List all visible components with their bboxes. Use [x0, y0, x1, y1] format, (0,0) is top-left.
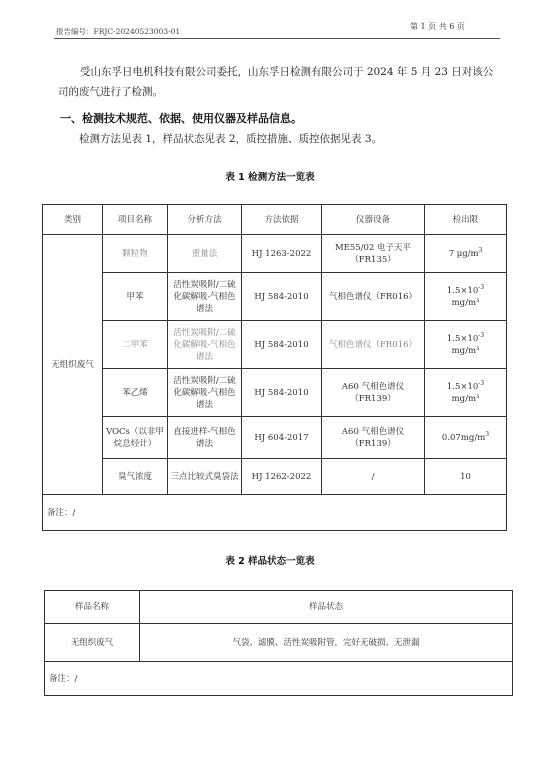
header-divider	[54, 38, 500, 39]
item-cell: VOCs（以非甲烷总烃计）	[103, 417, 168, 459]
header-cell: 方法依据	[242, 205, 322, 235]
instrument-cell: ME55/02 电子天平（FR135）	[322, 235, 425, 273]
limit-cell	[425, 321, 507, 369]
limit-cell	[425, 459, 507, 495]
table-row	[43, 459, 507, 495]
basis-cell: HJ 1262-2022	[242, 459, 322, 495]
limit-exponent: -3	[478, 331, 485, 339]
limit-unit: mg/m³	[451, 297, 480, 308]
instrument-cell: A60 气相色谱仪（FR139）	[322, 369, 425, 417]
item-cell: 甲苯	[103, 273, 168, 321]
instrument-cell: A60 气相色谱仪（FR139）	[322, 417, 425, 459]
basis-cell: HJ 604-2017	[242, 417, 322, 459]
limit-exponent: -3	[478, 283, 485, 291]
category-cell: 无组织废气	[43, 235, 103, 495]
basis-cell: HJ 584-2010	[242, 273, 322, 321]
method-cell: 活性炭吸附/二硫化碳解吸-气相色谱法	[168, 273, 242, 321]
table2-caption: 表 2 样品状态一览表	[225, 556, 315, 567]
sample-status-table	[44, 590, 513, 696]
limit-value: 1.5×10	[446, 333, 479, 344]
header-cell: 仪器设备	[322, 205, 425, 235]
table-note-row	[45, 662, 513, 696]
limit-cell	[425, 273, 507, 321]
limit-unit: mg/m³	[451, 345, 480, 356]
limit-exponent: 3	[478, 246, 483, 254]
instrument-cell: 气相色谱仪（FR016）	[322, 321, 425, 369]
header-cell: 样品名称	[45, 591, 140, 624]
table-row	[43, 235, 507, 273]
limit-value: 1.5×10	[446, 381, 479, 392]
limit-cell	[425, 417, 507, 459]
sample-state-cell: 气袋、滤膜、活性炭吸附管，完好无破损、无泄漏	[140, 624, 513, 662]
basis-cell: HJ 584-2010	[242, 321, 322, 369]
instrument-cell: 气相色谱仪（FR016）	[322, 273, 425, 321]
header-cell: 类别	[43, 205, 103, 235]
limit-cell	[425, 235, 507, 273]
detection-methods-table	[42, 204, 507, 531]
table-row	[43, 417, 507, 459]
item-cell: 苯乙烯	[103, 369, 168, 417]
table1-caption: 表 1 检测方法一览表	[225, 172, 315, 183]
limit-value: 0.07mg/m	[441, 432, 486, 443]
header-cell: 项目名称	[103, 205, 168, 235]
item-cell: 颗粒物	[103, 235, 168, 273]
table-header-row	[43, 205, 507, 235]
method-cell: 重量法	[168, 235, 242, 273]
section-heading: 一、检测技术规范、依据、使用仪器及样品信息。	[60, 112, 302, 125]
method-cell: 活性炭吸附/二硫化碳解吸-气相色谱法	[168, 321, 242, 369]
page-indicator: 第 1 页 共 6 页	[410, 22, 465, 31]
item-cell: 二甲苯	[103, 321, 168, 369]
intro-paragraph: 受山东孚日电机科技有限公司委托，山东孚日检测有限公司于 2024 年 5 月 23 日对该公司的废气进行了检测。	[58, 66, 494, 98]
table2-note: 备注：/	[45, 662, 513, 696]
table-header-row	[45, 591, 513, 624]
table-row	[43, 321, 507, 369]
section-text: 检测方法见表 1，样品状态见表 2，质控措施、质控依据见表 3。	[79, 133, 383, 145]
table-row	[43, 273, 507, 321]
item-cell: 臭气浓度	[103, 459, 168, 495]
limit-value: 7 μg/m	[448, 248, 479, 259]
header-cell: 分析方法	[168, 205, 242, 235]
table-row	[45, 624, 513, 662]
limit-exponent: -3	[478, 379, 485, 387]
basis-cell: HJ 1263-2022	[242, 235, 322, 273]
instrument-cell: /	[322, 459, 425, 495]
limit-unit: mg/m³	[451, 393, 480, 404]
header-cell: 检出限	[425, 205, 507, 235]
basis-cell: HJ 584-2010	[242, 369, 322, 417]
method-cell: 三点比较式臭袋法	[168, 459, 242, 495]
table-row	[43, 369, 507, 417]
report-number: 报告编号：FRJC-20240523003-01	[56, 27, 181, 36]
method-cell: 直接进样-气相色谱法	[168, 417, 242, 459]
table-note-row	[43, 495, 507, 531]
limit-value: 1.5×10	[446, 285, 479, 296]
limit-value: 10	[460, 471, 471, 482]
limit-exponent: 3	[485, 430, 490, 438]
method-cell: 活性炭吸附/二硫化碳解吸-气相色谱法	[168, 369, 242, 417]
table1-note: 备注：/	[43, 495, 507, 531]
sample-name-cell: 无组织废气	[45, 624, 140, 662]
limit-cell	[425, 369, 507, 417]
header-cell: 样品状态	[140, 591, 513, 624]
